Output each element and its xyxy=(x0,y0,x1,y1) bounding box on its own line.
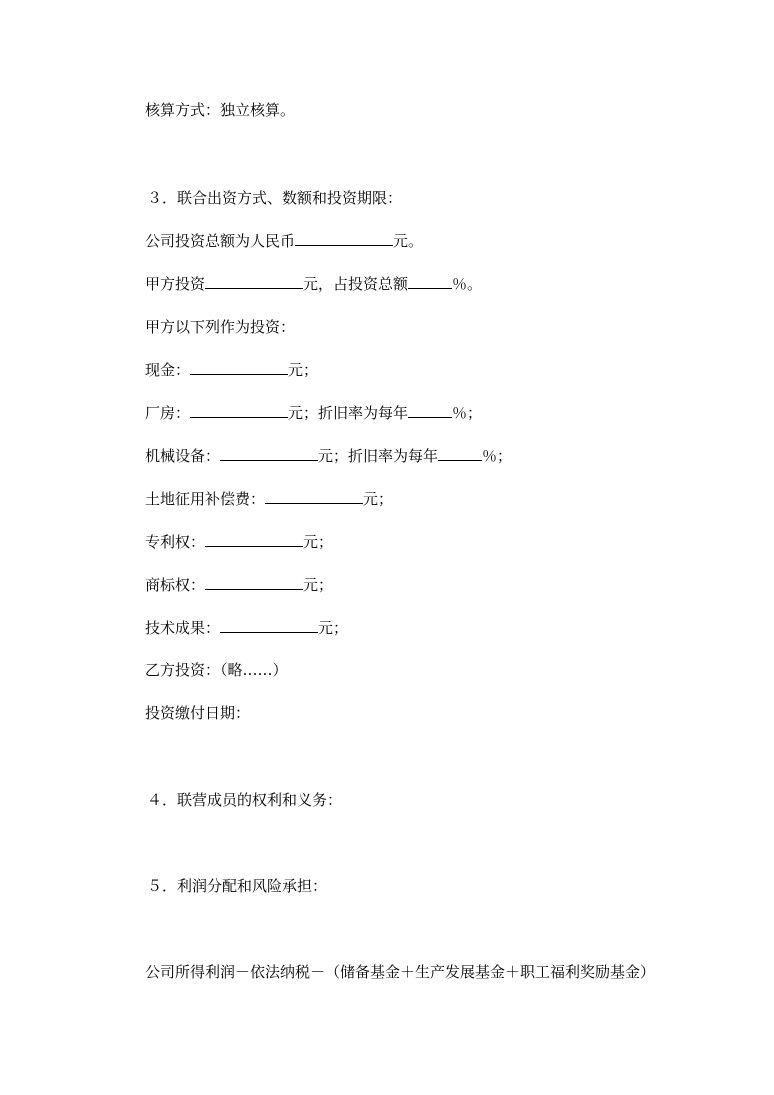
machinery-depreciation-label: 元；折旧率为每年 xyxy=(318,447,439,465)
plant-label: 厂房： xyxy=(145,404,191,422)
total-investment-blank[interactable] xyxy=(295,231,393,246)
section-4-heading-text: ４．联营成员的权利和义务： xyxy=(147,791,343,809)
trademark-label: 商标权： xyxy=(145,576,206,594)
total-investment-line xyxy=(145,231,423,251)
patent-label: 专利权： xyxy=(145,533,206,551)
machinery-line xyxy=(145,446,512,466)
cash-blank[interactable] xyxy=(190,360,288,375)
section-5-heading-text: ５．利润分配和风险承担： xyxy=(147,877,328,895)
section-3-heading-text: ３．联合出资方式、数额和投资期限： xyxy=(147,189,403,207)
patent-blank[interactable] xyxy=(205,532,303,547)
party-a-investment-line xyxy=(145,274,482,294)
technology-unit: 元； xyxy=(318,619,349,637)
patent-unit: 元； xyxy=(303,533,334,551)
party-a-items-intro: 甲方以下列作为投资： xyxy=(145,318,296,336)
accounting-method-text: 核算方式：独立核算。 xyxy=(145,101,296,119)
party-a-investment-label: 甲方投资 xyxy=(145,275,206,293)
land-compensation-line xyxy=(145,489,393,509)
total-investment-label: 公司投资总额为人民币 xyxy=(145,232,296,250)
machinery-depreciation-unit: ％； xyxy=(482,447,513,465)
trademark-line xyxy=(145,575,333,595)
plant-line xyxy=(145,403,482,423)
trademark-unit: 元； xyxy=(303,576,334,594)
technology-label: 技术成果： xyxy=(145,619,221,637)
party-a-amount-blank[interactable] xyxy=(205,274,303,289)
party-a-percent-unit: ％。 xyxy=(452,275,483,293)
accounting-method-line xyxy=(145,100,295,120)
payment-date-label: 投资缴付日期： xyxy=(145,704,251,722)
party-b-line xyxy=(145,660,288,680)
technology-line xyxy=(145,618,348,638)
profit-formula-line xyxy=(145,962,655,982)
land-compensation-unit: 元； xyxy=(363,490,394,508)
technology-blank[interactable] xyxy=(220,618,318,633)
cash-unit: 元； xyxy=(288,361,319,379)
plant-amount-blank[interactable] xyxy=(190,403,288,418)
cash-label: 现金： xyxy=(145,361,191,379)
party-a-items-intro-line xyxy=(145,317,295,337)
party-a-percent-blank[interactable] xyxy=(408,274,452,289)
machinery-label: 机械设备： xyxy=(145,447,221,465)
trademark-blank[interactable] xyxy=(205,575,303,590)
cash-line xyxy=(145,360,318,380)
party-a-share-label: 元，占投资总额 xyxy=(303,275,409,293)
land-compensation-blank[interactable] xyxy=(265,489,363,504)
profit-formula-text: 公司所得利润－依法纳税－（储备基金＋生产发展基金＋职工福利奖励基金） xyxy=(145,963,656,981)
plant-depreciation-unit: ％； xyxy=(452,404,483,422)
total-investment-unit: 元。 xyxy=(393,232,424,250)
machinery-amount-blank[interactable] xyxy=(220,446,318,461)
payment-date-line xyxy=(145,703,250,723)
plant-depreciation-label: 元；折旧率为每年 xyxy=(288,404,409,422)
patent-line xyxy=(145,532,333,552)
party-b-text: 乙方投资：（略……） xyxy=(145,661,288,679)
plant-depreciation-blank[interactable] xyxy=(408,403,452,418)
land-compensation-label: 土地征用补偿费： xyxy=(145,490,266,508)
section-5-heading xyxy=(147,876,327,896)
section-3-heading xyxy=(147,188,402,208)
machinery-depreciation-blank[interactable] xyxy=(438,446,482,461)
section-4-heading xyxy=(147,790,342,810)
